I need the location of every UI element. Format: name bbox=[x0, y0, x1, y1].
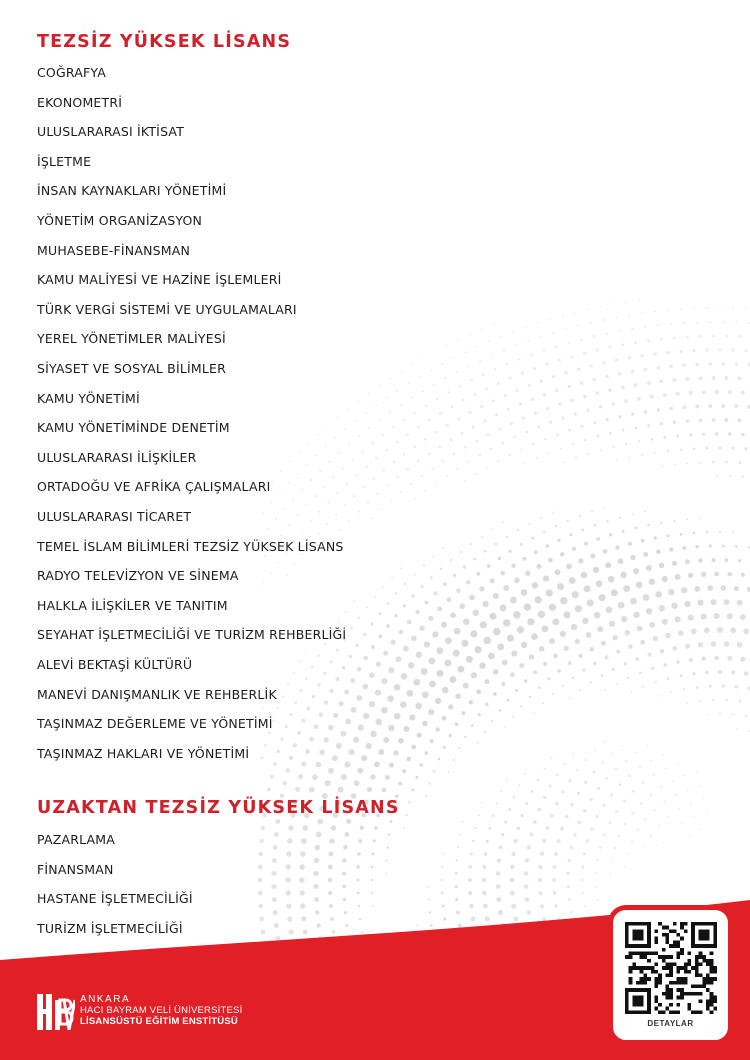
program-item: YÖNETİM ORGANİZASYON bbox=[37, 213, 203, 228]
program-item: ORTADOĞU VE AFRİKA ÇALIŞMALARI bbox=[37, 479, 271, 495]
program-item: SEYAHAT İŞLETMECİLİĞİ VE TURİZM REHBERLİĞİ bbox=[37, 627, 347, 643]
qr-code-icon[interactable] bbox=[625, 922, 717, 1014]
program-item: RADYO TELEVİZYON VE SİNEMA bbox=[37, 568, 239, 584]
program-item: PAZARLAMA bbox=[37, 832, 116, 847]
program-item: ULUSLARARASI İKTİSAT bbox=[37, 124, 185, 140]
section-heading-tezsiz: TEZSİZ YÜKSEK LİSANS bbox=[37, 32, 292, 52]
program-item: TURİZM İŞLETMECİLİĞİ bbox=[37, 920, 183, 936]
university-logo-icon bbox=[37, 994, 75, 1030]
institution-city: ANKARA bbox=[80, 994, 131, 1005]
qr-card[interactable] bbox=[608, 905, 733, 1045]
program-item: ALEVİ BEKTAŞİ KÜLTÜRÜ bbox=[37, 657, 193, 672]
program-item: YEREL YÖNETİMLER MALİYESİ bbox=[37, 331, 226, 347]
program-item: FİNANSMAN bbox=[37, 861, 114, 877]
program-item: KAMU YÖNETİMİ bbox=[37, 390, 140, 406]
program-item: TÜRK VERGİ SİSTEMİ VE UYGULAMALARI bbox=[37, 301, 297, 317]
program-item: EKONOMETRİ bbox=[37, 94, 123, 110]
program-item: SİYASET VE SOSYAL BİLİMLER bbox=[37, 361, 227, 376]
program-item: KAMU YÖNETİMİNDE DENETİM bbox=[37, 420, 230, 436]
institution-name bbox=[80, 994, 242, 1027]
program-item: İNSAN KAYNAKLARI YÖNETİMİ bbox=[37, 183, 227, 199]
section-heading-uzaktan: UZAKTAN TEZSİZ YÜKSEK LİSANS bbox=[37, 798, 400, 818]
institution-university: HACI BAYRAM VELİ ÜNİVERSİTESİ bbox=[80, 1005, 243, 1016]
program-item: İŞLETME bbox=[37, 153, 92, 169]
program-item: MUHASEBE-FİNANSMAN bbox=[37, 242, 191, 258]
program-item: ULUSLARARASI İLİŞKİLER bbox=[37, 449, 197, 465]
program-item: ULUSLARARASI TİCARET bbox=[37, 509, 192, 524]
program-item: COĞRAFYA bbox=[37, 65, 106, 80]
institution-institute: LİSANSÜSTÜ EĞİTİM ENSTİTÜSÜ bbox=[80, 1016, 238, 1027]
program-item: HALKLA İLİŞKİLER VE TANITIM bbox=[37, 597, 228, 613]
program-item: TAŞINMAZ HAKLARI VE YÖNETİMİ bbox=[37, 745, 250, 761]
program-item: TEMEL İSLAM BİLİMLERİ TEZSİZ YÜKSEK LİSANS bbox=[37, 538, 344, 554]
program-item: TAŞINMAZ DEĞERLEME VE YÖNETİMİ bbox=[37, 716, 273, 732]
program-item: HASTANE İŞLETMECİLİĞİ bbox=[37, 891, 193, 906]
qr-details-label: DETAYLAR bbox=[647, 1019, 694, 1028]
program-item: KAMU MALİYESİ VE HAZİNE İŞLEMLERİ bbox=[37, 272, 282, 288]
program-item: MANEVİ DANIŞMANLIK VE REHBERLİK bbox=[37, 686, 277, 702]
